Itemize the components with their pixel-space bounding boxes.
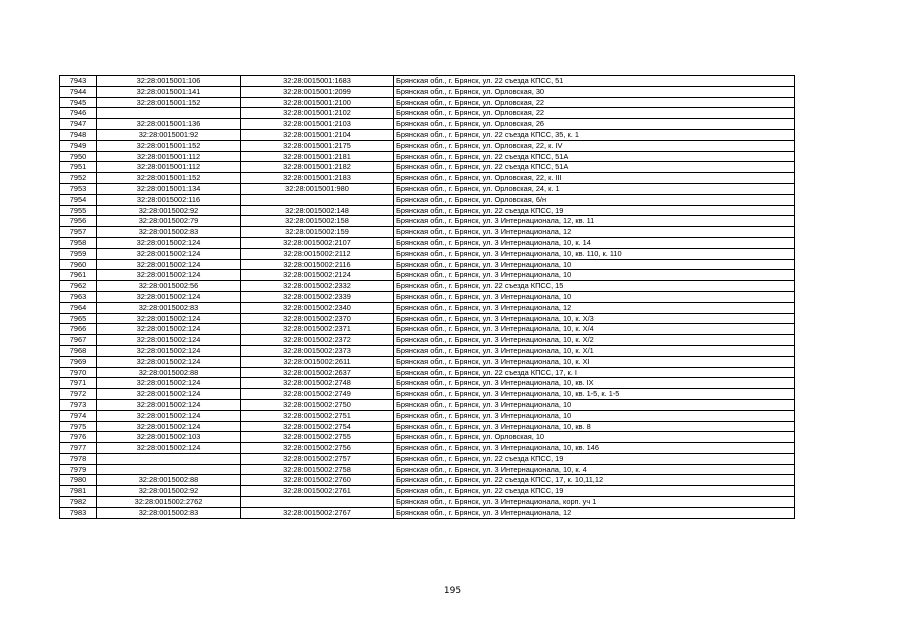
- row-number-cell: 7975: [60, 421, 97, 432]
- address-cell: Брянская обл., г. Брянск, ул. 3 Интернационала, 10, кв. 8: [394, 421, 795, 432]
- table-row: [60, 324, 795, 335]
- table-row: [60, 410, 795, 421]
- parent-cadastral-number-cell: 32:28:0015002:124: [97, 270, 241, 281]
- row-number-cell: 7955: [60, 205, 97, 216]
- table-row: [60, 119, 795, 130]
- address-cell: Брянская обл., г. Брянск, ул. 22 съезда КПСС, 17, к. 10,11,12: [394, 475, 795, 486]
- address-cell: Брянская обл., г. Брянск, ул. 3 Интернационала, 12, кв. 11: [394, 216, 795, 227]
- row-number-cell: 7946: [60, 108, 97, 119]
- cadastral-number-cell: 32:28:0015002:2611: [241, 356, 394, 367]
- row-number-cell: 7952: [60, 173, 97, 184]
- address-cell: Брянская обл., г. Брянск, ул. 22 съезда КПСС, 15: [394, 281, 795, 292]
- address-cell: Брянская обл., г. Брянск, ул. 3 Интернационала, 12: [394, 227, 795, 238]
- address-cell: Брянская обл., г. Брянск, ул. 22 съезда КПСС, 35, к. 1: [394, 129, 795, 140]
- address-cell: Брянская обл., г. Брянск, ул. 22 съезда КПСС, 19: [394, 453, 795, 464]
- cadastral-number-cell: 32:28:0015001:2183: [241, 173, 394, 184]
- row-number-cell: 7960: [60, 259, 97, 270]
- table-row: [60, 151, 795, 162]
- cadastral-number-cell: 32:28:0015002:2112: [241, 248, 394, 259]
- parent-cadastral-number-cell: 32:28:0015002:124: [97, 248, 241, 259]
- row-number-cell: 7954: [60, 194, 97, 205]
- parent-cadastral-number-cell: 32:28:0015002:124: [97, 345, 241, 356]
- address-cell: Брянская обл., г. Брянск, ул. 22 съезда КПСС, 19: [394, 205, 795, 216]
- address-cell: Брянская обл., г. Брянск, ул. 3 Интернационала, 10, кв. 146: [394, 443, 795, 454]
- parent-cadastral-number-cell: [97, 108, 241, 119]
- address-cell: Брянская обл., г. Брянск, ул. 3 Интернационала, 10, к. 4: [394, 464, 795, 475]
- table-row: [60, 421, 795, 432]
- address-cell: Брянская обл., г. Брянск, ул. 3 Интернационала, 10, к. XI: [394, 356, 795, 367]
- parent-cadastral-number-cell: 32:28:0015002:124: [97, 259, 241, 270]
- address-cell: Брянская обл., г. Брянск, ул. 3 Интернационала, 10, кв. IX: [394, 378, 795, 389]
- parent-cadastral-number-cell: 32:28:0015001:106: [97, 76, 241, 87]
- table-row: [60, 108, 795, 119]
- row-number-cell: 7966: [60, 324, 97, 335]
- cadastral-number-cell: 32:28:0015002:2107: [241, 237, 394, 248]
- row-number-cell: 7982: [60, 497, 97, 508]
- table-body: [60, 76, 795, 519]
- table-row: [60, 497, 795, 508]
- table-row: [60, 216, 795, 227]
- row-number-cell: 7973: [60, 399, 97, 410]
- table-row: [60, 313, 795, 324]
- address-cell: Брянская обл., г. Брянск, ул. 3 Интернационала, 10: [394, 259, 795, 270]
- parent-cadastral-number-cell: 32:28:0015002:83: [97, 302, 241, 313]
- table-row: [60, 270, 795, 281]
- parent-cadastral-number-cell: 32:28:0015002:124: [97, 421, 241, 432]
- row-number-cell: 7977: [60, 443, 97, 454]
- address-cell: Брянская обл., г. Брянск, ул. 3 Интернационала, корп. уч 1: [394, 497, 795, 508]
- parent-cadastral-number-cell: 32:28:0015002:79: [97, 216, 241, 227]
- table-row: [60, 464, 795, 475]
- cadastral-number-cell: 32:28:0015001:2099: [241, 86, 394, 97]
- cadastral-number-cell: 32:28:0015002:159: [241, 227, 394, 238]
- parent-cadastral-number-cell: 32:28:0015001:136: [97, 119, 241, 130]
- table-row: [60, 76, 795, 87]
- parent-cadastral-number-cell: 32:28:0015002:88: [97, 367, 241, 378]
- cadastral-number-cell: 32:28:0015001:2175: [241, 140, 394, 151]
- table-row: [60, 356, 795, 367]
- cadastral-number-cell: 32:28:0015002:2339: [241, 291, 394, 302]
- address-cell: Брянская обл., г. Брянск, ул. 3 Интернационала, 10, к. X/4: [394, 324, 795, 335]
- table-row: [60, 97, 795, 108]
- cadastral-number-cell: 32:28:0015002:2761: [241, 486, 394, 497]
- row-number-cell: 7983: [60, 507, 97, 518]
- address-cell: Брянская обл., г. Брянск, ул. 3 Интернационала, 10, кв. 110, к. 110: [394, 248, 795, 259]
- address-cell: Брянская обл., г. Брянск, ул. 3 Интернационала, 10: [394, 270, 795, 281]
- address-cell: Брянская обл., г. Брянск, ул. 22 съезда КПСС, 17, к. I: [394, 367, 795, 378]
- table-row: [60, 378, 795, 389]
- parent-cadastral-number-cell: 32:28:0015002:124: [97, 389, 241, 400]
- row-number-cell: 7967: [60, 335, 97, 346]
- cadastral-number-cell: 32:28:0015002:2748: [241, 378, 394, 389]
- parent-cadastral-number-cell: 32:28:0015002:103: [97, 432, 241, 443]
- table-row: [60, 389, 795, 400]
- address-cell: Брянская обл., г. Брянск, ул. 3 Интернационала, 10, к. 14: [394, 237, 795, 248]
- parent-cadastral-number-cell: 32:28:0015002:83: [97, 227, 241, 238]
- row-number-cell: 7970: [60, 367, 97, 378]
- row-number-cell: 7945: [60, 97, 97, 108]
- parent-cadastral-number-cell: [97, 464, 241, 475]
- cadastral-number-cell: 32:28:0015002:2373: [241, 345, 394, 356]
- table-row: [60, 237, 795, 248]
- table-row: [60, 399, 795, 410]
- address-cell: Брянская обл., г. Брянск, ул. Орловская, 22: [394, 97, 795, 108]
- cadastral-number-cell: 32:28:0015002:2755: [241, 432, 394, 443]
- parent-cadastral-number-cell: 32:28:0015002:124: [97, 410, 241, 421]
- address-cell: Брянская обл., г. Брянск, ул. Орловская, 26: [394, 119, 795, 130]
- cadastral-number-cell: 32:28:0015001:1683: [241, 76, 394, 87]
- cadastral-number-cell: 32:28:0015002:2754: [241, 421, 394, 432]
- address-cell: Брянская обл., г. Брянск, ул. Орловская, 30: [394, 86, 795, 97]
- row-number-cell: 7956: [60, 216, 97, 227]
- row-number-cell: 7943: [60, 76, 97, 87]
- table-row: [60, 129, 795, 140]
- page-number: 195: [443, 586, 462, 596]
- cadastral-number-cell: 32:28:0015002:2637: [241, 367, 394, 378]
- parent-cadastral-number-cell: 32:28:0015002:124: [97, 237, 241, 248]
- row-number-cell: 7959: [60, 248, 97, 259]
- row-number-cell: 7971: [60, 378, 97, 389]
- table-row: [60, 453, 795, 464]
- parent-cadastral-number-cell: 32:28:0015001:134: [97, 183, 241, 194]
- cadastral-table: [59, 75, 795, 519]
- parent-cadastral-number-cell: 32:28:0015002:124: [97, 378, 241, 389]
- parent-cadastral-number-cell: 32:28:0015001:152: [97, 173, 241, 184]
- cadastral-number-cell: 32:28:0015002:2751: [241, 410, 394, 421]
- table-row: [60, 194, 795, 205]
- address-cell: Брянская обл., г. Брянск, ул. Орловская, 22: [394, 108, 795, 119]
- address-cell: Брянская обл., г. Брянск, ул. 3 Интернационала, 12: [394, 507, 795, 518]
- table-row: [60, 486, 795, 497]
- address-cell: Брянская обл., г. Брянск, ул. 22 съезда КПСС, 51: [394, 76, 795, 87]
- parent-cadastral-number-cell: 32:28:0015002:2762: [97, 497, 241, 508]
- row-number-cell: 7950: [60, 151, 97, 162]
- table-row: [60, 259, 795, 270]
- row-number-cell: 7957: [60, 227, 97, 238]
- cadastral-number-cell: 32:28:0015001:2182: [241, 162, 394, 173]
- parent-cadastral-number-cell: 32:28:0015002:124: [97, 399, 241, 410]
- parent-cadastral-number-cell: 32:28:0015002:124: [97, 313, 241, 324]
- table-row: [60, 205, 795, 216]
- row-number-cell: 7948: [60, 129, 97, 140]
- table-row: [60, 432, 795, 443]
- address-cell: Брянская обл., г. Брянск, ул. Орловская, 24, к. 1: [394, 183, 795, 194]
- parent-cadastral-number-cell: 32:28:0015002:124: [97, 335, 241, 346]
- cadastral-number-cell: 32:28:0015002:2371: [241, 324, 394, 335]
- table-row: [60, 443, 795, 454]
- document-page: [59, 75, 794, 519]
- cadastral-number-cell: 32:28:0015002:2756: [241, 443, 394, 454]
- row-number-cell: 7981: [60, 486, 97, 497]
- address-cell: Брянская обл., г. Брянск, ул. 22 съезда КПСС, 51А: [394, 151, 795, 162]
- row-number-cell: 7976: [60, 432, 97, 443]
- row-number-cell: 7974: [60, 410, 97, 421]
- address-cell: Брянская обл., г. Брянск, ул. Орловская, 6/н: [394, 194, 795, 205]
- row-number-cell: 7980: [60, 475, 97, 486]
- table-row: [60, 367, 795, 378]
- address-cell: Брянская обл., г. Брянск, ул. 3 Интернационала, 12: [394, 302, 795, 313]
- address-cell: Брянская обл., г. Брянск, ул. Орловская, 22, к. IV: [394, 140, 795, 151]
- parent-cadastral-number-cell: 32:28:0015001:152: [97, 140, 241, 151]
- cadastral-number-cell: 32:28:0015001:2100: [241, 97, 394, 108]
- row-number-cell: 7979: [60, 464, 97, 475]
- table-row: [60, 302, 795, 313]
- cadastral-number-cell: 32:28:0015001:980: [241, 183, 394, 194]
- table-row: [60, 345, 795, 356]
- cadastral-number-cell: 32:28:0015002:2749: [241, 389, 394, 400]
- cadastral-number-cell: 32:28:0015002:2370: [241, 313, 394, 324]
- row-number-cell: 7978: [60, 453, 97, 464]
- table-row: [60, 281, 795, 292]
- parent-cadastral-number-cell: 32:28:0015002:124: [97, 356, 241, 367]
- parent-cadastral-number-cell: 32:28:0015002:124: [97, 291, 241, 302]
- cadastral-number-cell: 32:28:0015002:2760: [241, 475, 394, 486]
- cadastral-number-cell: 32:28:0015002:2124: [241, 270, 394, 281]
- table-row: [60, 248, 795, 259]
- cadastral-number-cell: [241, 497, 394, 508]
- table-row: [60, 507, 795, 518]
- row-number-cell: 7965: [60, 313, 97, 324]
- cadastral-number-cell: 32:28:0015001:2104: [241, 129, 394, 140]
- address-cell: Брянская обл., г. Брянск, ул. 22 съезда КПСС, 19: [394, 486, 795, 497]
- parent-cadastral-number-cell: 32:28:0015001:92: [97, 129, 241, 140]
- parent-cadastral-number-cell: 32:28:0015001:152: [97, 97, 241, 108]
- row-number-cell: 7962: [60, 281, 97, 292]
- parent-cadastral-number-cell: [97, 453, 241, 464]
- row-number-cell: 7969: [60, 356, 97, 367]
- row-number-cell: 7964: [60, 302, 97, 313]
- address-cell: Брянская обл., г. Брянск, ул. 22 съезда КПСС, 51А: [394, 162, 795, 173]
- row-number-cell: 7947: [60, 119, 97, 130]
- address-cell: Брянская обл., г. Брянск, ул. 3 Интернационала, 10: [394, 399, 795, 410]
- address-cell: Брянская обл., г. Брянск, ул. 3 Интернационала, 10, к. X/3: [394, 313, 795, 324]
- address-cell: Брянская обл., г. Брянск, ул. 3 Интернационала, 10: [394, 291, 795, 302]
- address-cell: Брянская обл., г. Брянск, ул. 3 Интернационала, 10, к. X/1: [394, 345, 795, 356]
- row-number-cell: 7963: [60, 291, 97, 302]
- cadastral-number-cell: 32:28:0015002:148: [241, 205, 394, 216]
- address-cell: Брянская обл., г. Брянск, ул. 3 Интернационала, 10, кв. 1-5, к. 1-5: [394, 389, 795, 400]
- parent-cadastral-number-cell: 32:28:0015002:56: [97, 281, 241, 292]
- cadastral-number-cell: 32:28:0015001:2102: [241, 108, 394, 119]
- parent-cadastral-number-cell: 32:28:0015001:112: [97, 162, 241, 173]
- parent-cadastral-number-cell: 32:28:0015002:83: [97, 507, 241, 518]
- address-cell: Брянская обл., г. Брянск, ул. Орловская, 10: [394, 432, 795, 443]
- row-number-cell: 7944: [60, 86, 97, 97]
- cadastral-number-cell: 32:28:0015001:2103: [241, 119, 394, 130]
- table-row: [60, 173, 795, 184]
- row-number-cell: 7968: [60, 345, 97, 356]
- table-row: [60, 227, 795, 238]
- table-row: [60, 475, 795, 486]
- table-row: [60, 86, 795, 97]
- cadastral-number-cell: 32:28:0015002:2340: [241, 302, 394, 313]
- cadastral-number-cell: 32:28:0015002:158: [241, 216, 394, 227]
- table-row: [60, 291, 795, 302]
- cadastral-number-cell: 32:28:0015002:2767: [241, 507, 394, 518]
- address-cell: Брянская обл., г. Брянск, ул. 3 Интернационала, 10: [394, 410, 795, 421]
- parent-cadastral-number-cell: 32:28:0015002:116: [97, 194, 241, 205]
- cadastral-number-cell: 32:28:0015002:2758: [241, 464, 394, 475]
- row-number-cell: 7949: [60, 140, 97, 151]
- row-number-cell: 7958: [60, 237, 97, 248]
- cadastral-number-cell: [241, 194, 394, 205]
- cadastral-number-cell: 32:28:0015002:2332: [241, 281, 394, 292]
- row-number-cell: 7972: [60, 389, 97, 400]
- table-row: [60, 140, 795, 151]
- row-number-cell: 7961: [60, 270, 97, 281]
- cadastral-number-cell: 32:28:0015002:2750: [241, 399, 394, 410]
- cadastral-number-cell: 32:28:0015002:2372: [241, 335, 394, 346]
- parent-cadastral-number-cell: 32:28:0015001:141: [97, 86, 241, 97]
- cadastral-number-cell: 32:28:0015002:2116: [241, 259, 394, 270]
- table-row: [60, 183, 795, 194]
- parent-cadastral-number-cell: 32:28:0015002:124: [97, 443, 241, 454]
- parent-cadastral-number-cell: 32:28:0015002:92: [97, 486, 241, 497]
- parent-cadastral-number-cell: 32:28:0015002:88: [97, 475, 241, 486]
- row-number-cell: 7953: [60, 183, 97, 194]
- parent-cadastral-number-cell: 32:28:0015002:124: [97, 324, 241, 335]
- table-row: [60, 162, 795, 173]
- cadastral-number-cell: 32:28:0015002:2757: [241, 453, 394, 464]
- parent-cadastral-number-cell: 32:28:0015002:92: [97, 205, 241, 216]
- row-number-cell: 7951: [60, 162, 97, 173]
- cadastral-number-cell: 32:28:0015001:2181: [241, 151, 394, 162]
- address-cell: Брянская обл., г. Брянск, ул. 3 Интернационала, 10, к. X/2: [394, 335, 795, 346]
- address-cell: Брянская обл., г. Брянск, ул. Орловская, 22, к. III: [394, 173, 795, 184]
- table-row: [60, 335, 795, 346]
- parent-cadastral-number-cell: 32:28:0015001:112: [97, 151, 241, 162]
